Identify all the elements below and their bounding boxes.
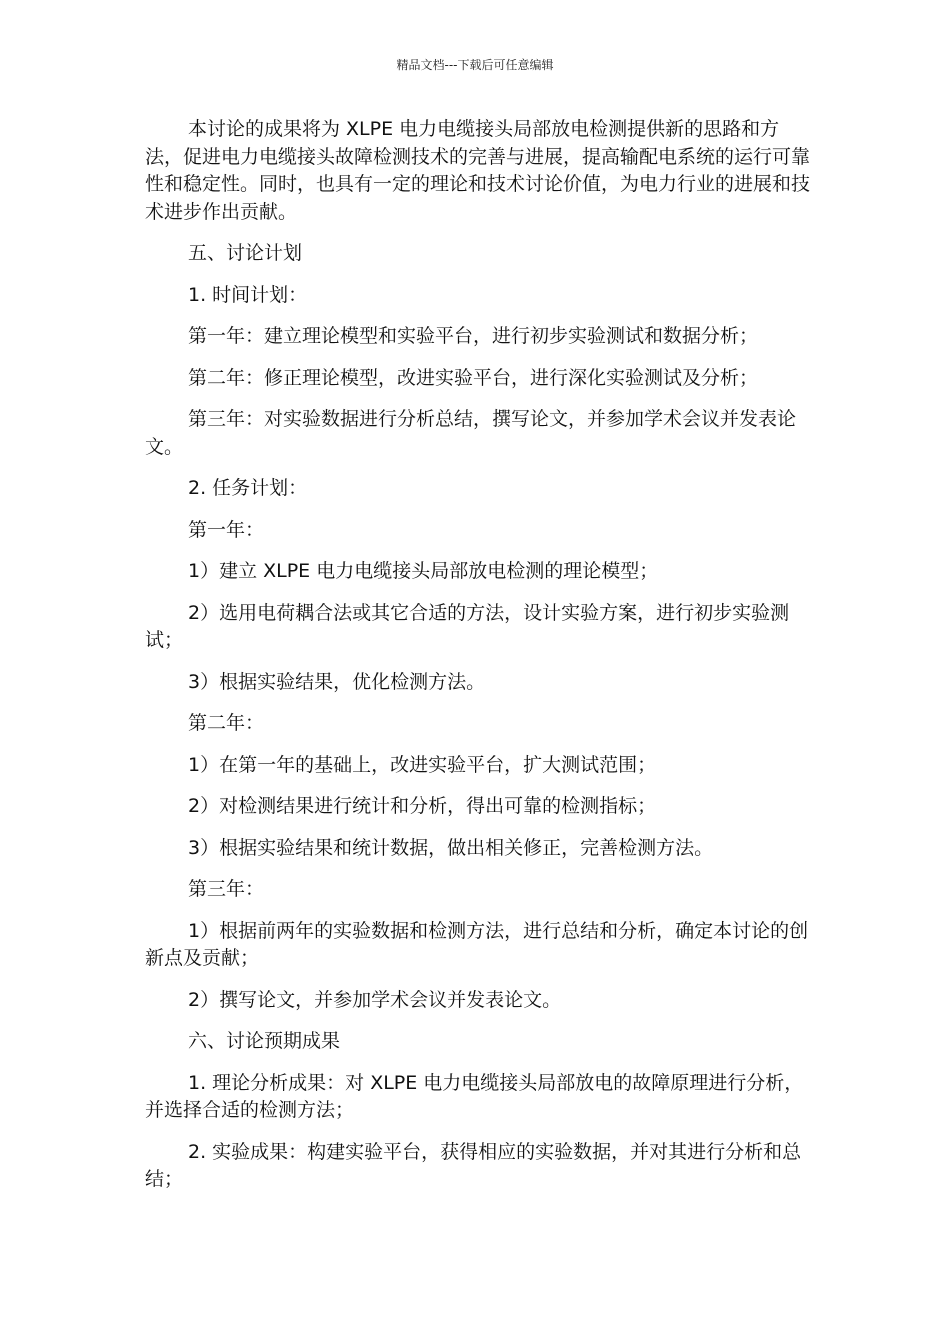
task-year-3-item-1: 1）根据前两年的实验数据和检测方法，进行总结和分析，确定本讨论的创新点及贡献； (145, 919, 809, 969)
task-year-3-heading: 第三年： (188, 878, 265, 900)
document-body (145, 116, 810, 1208)
subheading-time-plan: 1. 时间计划： (188, 283, 308, 306)
task-year-1-item-2: 2）选用电荷耦合法或其它合适的方法，设计实验方案，进行初步实验测试； (145, 601, 790, 651)
page-header: 精品文档---下载后可任意编辑 (396, 58, 554, 72)
task-year-3-item-2: 2）撰写论文，并参加学术会议并发表论文。 (188, 988, 562, 1011)
task-year-2-item-1: 1）在第一年的基础上，改进实验平台，扩大测试范围； (188, 753, 657, 776)
paragraph-research-outcome: 本讨论的成果将为 XLPE 电力电缆接头局部放电检测提供新的思路和方法，促进电力电缆接头故障检测技术的完善与进展，提高输配电系统的运行可靠性和稳定性。同时，也具有一定的理论和技术讨论价值，为电力行业的进展和技术进步作出贡献。 (145, 118, 811, 223)
expected-result-theory: 1. 理论分析成果：对 XLPE 电力电缆接头局部放电的故障原理进行分析，并选择合适的检测方法； (145, 1071, 804, 1121)
expected-result-experiment: 2. 实验成果：构建实验平台，获得相应的实验数据，并对其进行分析和总结； (145, 1140, 802, 1190)
subheading-task-plan: 2. 任务计划： (188, 477, 308, 499)
task-year-2-item-2: 2）对检测结果进行统计和分析，得出可靠的检测指标； (188, 795, 657, 817)
section-heading-research-plan: 五、讨论计划 (188, 242, 303, 264)
section-heading-expected-results: 六、讨论预期成果 (188, 1030, 341, 1052)
time-plan-year-1: 第一年：建立理论模型和实验平台，进行初步实验测试和数据分析； (188, 325, 759, 347)
task-year-1-item-3: 3）根据实验结果，优化检测方法。 (188, 670, 486, 693)
task-year-2-item-3: 3）根据实验结果和统计数据，做出相关修正，完善检测方法。 (188, 836, 714, 859)
task-year-2-heading: 第二年： (188, 712, 265, 734)
time-plan-year-3: 第三年：对实验数据进行分析总结，撰写论文，并参加学术会议并发表论文。 (145, 408, 797, 458)
time-plan-year-2: 第二年：修正理论模型，改进实验平台，进行深化实验测试及分析； (188, 366, 759, 389)
task-year-1-heading: 第一年： (188, 518, 265, 541)
task-year-1-item-1: 1）建立 XLPE 电力电缆接头局部放电检测的理论模型； (188, 560, 659, 582)
